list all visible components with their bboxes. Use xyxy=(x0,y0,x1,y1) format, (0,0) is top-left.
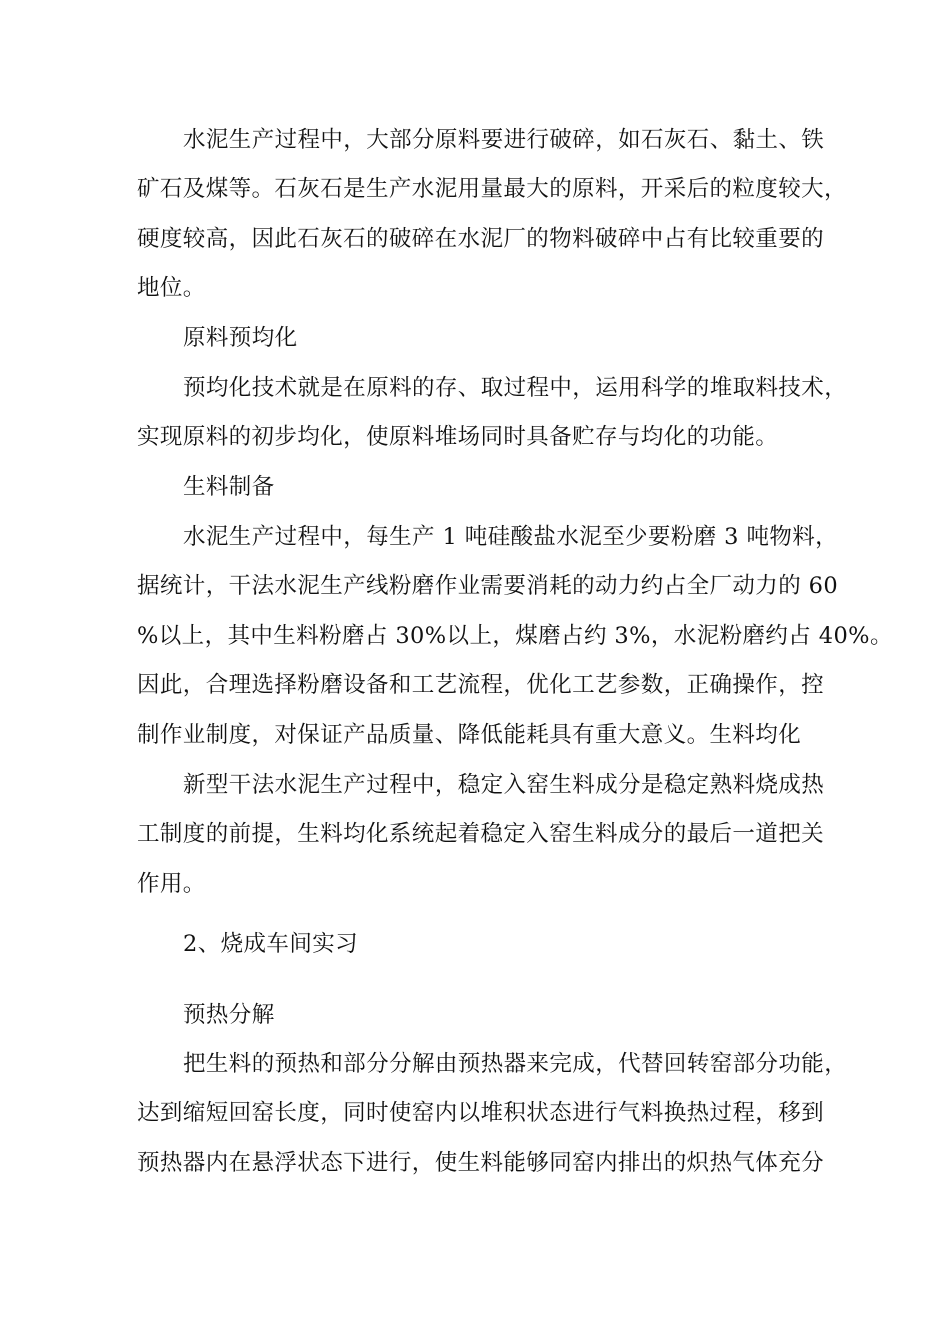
text-line: 水泥生产过程中，每生产 1 吨硅酸盐水泥至少要粉磨 3 吨物料， xyxy=(183,524,839,550)
section-heading-raw-material-prehomogenization: 原料预均化 xyxy=(183,325,298,351)
text-line: 工制度的前提，生料均化系统起着稳定入窑生料成分的最后一道把关 xyxy=(137,821,825,847)
text-line: 把生料的预热和部分分解由预热器来完成，代替回转窑部分功能， xyxy=(183,1051,848,1077)
text-line: 据统计，干法水泥生产线粉磨作业需要消耗的动力约占全厂动力的 60 xyxy=(137,573,839,599)
text-line: 地位。 xyxy=(137,275,206,301)
text-line: 制作业制度，对保证产品质量、降低能耗具有重大意义。生料均化 xyxy=(137,722,802,748)
section-heading-burning-workshop: 2、烧成车间实习 xyxy=(183,931,359,957)
text-line: 作用。 xyxy=(137,871,206,897)
text-line: %以上，其中生料粉磨占 30%以上，煤磨占约 3%，水泥粉磨约占 40%。 xyxy=(137,623,893,649)
text-line: 预均化技术就是在原料的存、取过程中，运用科学的堆取料技术， xyxy=(183,375,848,401)
text-line: 达到缩短回窑长度，同时使窑内以堆积状态进行气料换热过程，移到 xyxy=(137,1100,825,1126)
section-heading-preheating-decomposition: 预热分解 xyxy=(183,1002,275,1028)
text-line: 硬度较高，因此石灰石的破碎在水泥厂的物料破碎中占有比较重要的 xyxy=(137,226,825,252)
text-line: 实现原料的初步均化，使原料堆场同时具备贮存与均化的功能。 xyxy=(137,424,779,450)
text-line: 矿石及煤等。石灰石是生产水泥用量最大的原料，开采后的粒度较大， xyxy=(137,176,847,202)
text-line: 新型干法水泥生产过程中，稳定入窑生料成分是稳定熟料烧成热 xyxy=(183,772,825,798)
text-line: 水泥生产过程中，大部分原料要进行破碎，如石灰石、黏土、铁 xyxy=(183,127,825,153)
text-line: 预热器内在悬浮状态下进行，使生料能够同窑内排出的炽热气体充分 xyxy=(137,1150,825,1176)
text-line: 因此，合理选择粉磨设备和工艺流程，优化工艺参数，正确操作，控 xyxy=(137,672,825,698)
section-heading-raw-meal-preparation: 生料制备 xyxy=(183,474,275,500)
